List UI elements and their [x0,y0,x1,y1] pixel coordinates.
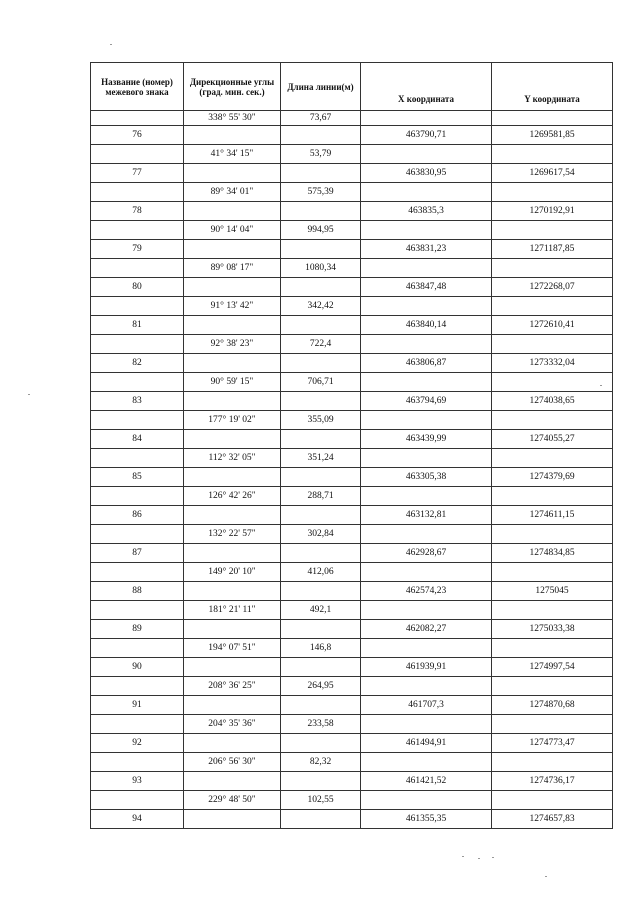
line-length-cell [281,544,361,563]
x-coordinate-cell [361,753,492,772]
marker-name-cell [91,145,184,164]
x-coordinate-cell [361,449,492,468]
x-coordinate-cell: 463831,23 [361,240,492,259]
x-coordinate-cell: 463840,14 [361,316,492,335]
line-length-cell [281,734,361,753]
scan-speck [110,44,112,45]
marker-name-cell [91,373,184,392]
y-coordinate-cell [492,753,613,772]
y-coordinate-cell [492,259,613,278]
table-header-row [91,63,613,111]
line-length-cell: 73,67 [281,111,361,126]
marker-name-cell: 93 [91,772,184,791]
x-coordinate-cell: 463790,71 [361,126,492,145]
y-coordinate-cell: 1269617,54 [492,164,613,183]
direction-angle-cell [184,392,281,411]
y-coordinate-cell [492,525,613,544]
scan-speck [600,385,602,386]
y-coordinate-cell: 1275033,38 [492,620,613,639]
y-coordinate-cell: 1269581,85 [492,126,613,145]
direction-angle-cell [184,164,281,183]
line-length-cell [281,354,361,373]
y-coordinate-cell [492,563,613,582]
marker-name-cell [91,111,184,126]
direction-angle-cell: 177° 19' 02" [184,411,281,430]
table-row [91,297,613,316]
direction-angle-cell [184,202,281,221]
line-length-cell: 53,79 [281,145,361,164]
marker-name-cell: 76 [91,126,184,145]
header-marker-name: Название (номер) межевого знака [91,63,184,111]
table-row [91,430,613,449]
y-coordinate-cell: 1273332,04 [492,354,613,373]
table-row [91,335,613,354]
line-length-cell: 355,09 [281,411,361,430]
table-row [91,183,613,202]
x-coordinate-cell: 461494,91 [361,734,492,753]
direction-angle-cell [184,734,281,753]
line-length-cell: 82,32 [281,753,361,772]
header-line-length: Длина линии(м) [281,63,361,111]
line-length-cell: 146,8 [281,639,361,658]
table-row [91,772,613,791]
marker-name-cell: 87 [91,544,184,563]
line-length-cell [281,316,361,335]
scan-speck [478,858,480,859]
line-length-cell: 1080,34 [281,259,361,278]
y-coordinate-cell [492,639,613,658]
marker-name-cell [91,487,184,506]
y-coordinate-cell [492,411,613,430]
direction-angle-cell [184,316,281,335]
direction-angle-cell [184,430,281,449]
table-row [91,202,613,221]
x-coordinate-cell [361,373,492,392]
line-length-cell [281,430,361,449]
line-length-cell [281,506,361,525]
table-row [91,126,613,145]
line-length-cell: 994,95 [281,221,361,240]
x-coordinate-cell: 461707,3 [361,696,492,715]
x-coordinate-cell: 463847,48 [361,278,492,297]
direction-angle-cell [184,620,281,639]
x-coordinate-cell [361,601,492,620]
boundary-points-table [90,62,613,829]
y-coordinate-cell: 1270192,91 [492,202,613,221]
y-coordinate-cell: 1274657,83 [492,810,613,829]
y-coordinate-cell: 1274736,17 [492,772,613,791]
line-length-cell [281,278,361,297]
y-coordinate-cell [492,335,613,354]
marker-name-cell: 94 [91,810,184,829]
direction-angle-cell: 89° 08' 17" [184,259,281,278]
direction-angle-cell: 206° 56' 30" [184,753,281,772]
direction-angle-cell: 181° 21' 11" [184,601,281,620]
y-coordinate-cell: 1274870,68 [492,696,613,715]
table-row [91,677,613,696]
x-coordinate-cell: 463835,3 [361,202,492,221]
header-x-coordinate: X координата [361,63,492,111]
direction-angle-cell: 112° 32' 05" [184,449,281,468]
table-row [91,240,613,259]
x-coordinate-cell: 463132,81 [361,506,492,525]
header-direction-angles: Дирекционные углы (град. мин. сек.) [184,63,281,111]
x-coordinate-cell [361,487,492,506]
direction-angle-cell: 89° 34' 01" [184,183,281,202]
table-row [91,810,613,829]
line-length-cell: 722,4 [281,335,361,354]
marker-name-cell [91,297,184,316]
direction-angle-cell [184,506,281,525]
table-row [91,164,613,183]
table-row [91,449,613,468]
x-coordinate-cell [361,335,492,354]
x-coordinate-cell [361,715,492,734]
x-coordinate-cell [361,411,492,430]
marker-name-cell [91,639,184,658]
x-coordinate-cell [361,563,492,582]
direction-angle-cell [184,278,281,297]
marker-name-cell [91,677,184,696]
table-row [91,791,613,810]
marker-name-cell: 89 [91,620,184,639]
marker-name-cell [91,715,184,734]
table-row [91,145,613,164]
marker-name-cell: 81 [91,316,184,335]
table-row [91,753,613,772]
x-coordinate-cell [361,791,492,810]
marker-name-cell: 85 [91,468,184,487]
table-body [91,111,613,829]
line-length-cell [281,582,361,601]
y-coordinate-cell: 1271187,85 [492,240,613,259]
direction-angle-cell [184,696,281,715]
marker-name-cell [91,221,184,240]
x-coordinate-cell: 462928,67 [361,544,492,563]
direction-angle-cell: 338° 55' 30" [184,111,281,126]
marker-name-cell: 83 [91,392,184,411]
y-coordinate-cell: 1272610,41 [492,316,613,335]
scan-speck [462,856,464,857]
y-coordinate-cell [492,677,613,696]
direction-angle-cell [184,582,281,601]
direction-angle-cell: 126° 42' 26" [184,487,281,506]
table-row [91,487,613,506]
marker-name-cell: 84 [91,430,184,449]
y-coordinate-cell: 1275045 [492,582,613,601]
marker-name-cell: 82 [91,354,184,373]
direction-angle-cell: 92° 38' 23" [184,335,281,354]
scan-speck [28,394,30,395]
direction-angle-cell [184,772,281,791]
line-length-cell [281,164,361,183]
table-row [91,658,613,677]
table-row [91,620,613,639]
marker-name-cell: 91 [91,696,184,715]
direction-angle-cell: 41° 34' 15" [184,145,281,164]
x-coordinate-cell: 461355,35 [361,810,492,829]
marker-name-cell [91,335,184,354]
y-coordinate-cell: 1274038,65 [492,392,613,411]
marker-name-cell [91,563,184,582]
direction-angle-cell [184,544,281,563]
y-coordinate-cell [492,373,613,392]
line-length-cell: 575,39 [281,183,361,202]
table-row [91,525,613,544]
marker-name-cell [91,525,184,544]
direction-angle-cell: 194° 07' 51" [184,639,281,658]
table-row [91,259,613,278]
x-coordinate-cell: 463439,99 [361,430,492,449]
y-coordinate-cell [492,601,613,620]
x-coordinate-cell [361,525,492,544]
line-length-cell: 302,84 [281,525,361,544]
marker-name-cell [91,753,184,772]
x-coordinate-cell: 462574,23 [361,582,492,601]
marker-name-cell: 78 [91,202,184,221]
y-coordinate-cell [492,487,613,506]
line-length-cell [281,696,361,715]
table-row [91,734,613,753]
y-coordinate-cell [492,145,613,164]
marker-name-cell [91,791,184,810]
line-length-cell [281,126,361,145]
marker-name-cell [91,183,184,202]
table-row [91,563,613,582]
y-coordinate-cell [492,221,613,240]
table-row [91,354,613,373]
y-coordinate-cell [492,715,613,734]
marker-name-cell: 92 [91,734,184,753]
line-length-cell: 412,06 [281,563,361,582]
y-coordinate-cell [492,183,613,202]
marker-name-cell: 88 [91,582,184,601]
x-coordinate-cell [361,145,492,164]
marker-name-cell: 86 [91,506,184,525]
y-coordinate-cell: 1274773,47 [492,734,613,753]
marker-name-cell [91,259,184,278]
direction-angle-cell: 229° 48' 50" [184,791,281,810]
x-coordinate-cell: 462082,27 [361,620,492,639]
direction-angle-cell: 149° 20' 10" [184,563,281,582]
x-coordinate-cell: 463305,38 [361,468,492,487]
y-coordinate-cell [492,111,613,126]
y-coordinate-cell: 1272268,07 [492,278,613,297]
line-length-cell [281,810,361,829]
header-y-coordinate: Y координата [492,63,613,111]
direction-angle-cell: 132° 22' 57" [184,525,281,544]
y-coordinate-cell [492,297,613,316]
marker-name-cell [91,601,184,620]
marker-name-cell: 77 [91,164,184,183]
table-row [91,696,613,715]
marker-name-cell: 90 [91,658,184,677]
direction-angle-cell: 90° 14' 04" [184,221,281,240]
direction-angle-cell: 204° 35' 36" [184,715,281,734]
line-length-cell: 264,95 [281,677,361,696]
marker-name-cell [91,411,184,430]
line-length-cell [281,620,361,639]
line-length-cell: 288,71 [281,487,361,506]
direction-angle-cell [184,240,281,259]
line-length-cell [281,772,361,791]
direction-angle-cell [184,354,281,373]
x-coordinate-cell: 463806,87 [361,354,492,373]
scan-speck [545,876,547,877]
table-row [91,411,613,430]
table-row [91,601,613,620]
table-row [91,544,613,563]
line-length-cell [281,240,361,259]
direction-angle-cell: 208° 36' 25" [184,677,281,696]
direction-angle-cell: 90° 59' 15" [184,373,281,392]
line-length-cell: 351,24 [281,449,361,468]
x-coordinate-cell [361,111,492,126]
table-row [91,715,613,734]
y-coordinate-cell: 1274834,85 [492,544,613,563]
x-coordinate-cell [361,639,492,658]
marker-name-cell: 79 [91,240,184,259]
table-row [91,373,613,392]
line-length-cell: 342,42 [281,297,361,316]
table-row [91,111,613,126]
x-coordinate-cell [361,221,492,240]
x-coordinate-cell: 461421,52 [361,772,492,791]
y-coordinate-cell: 1274379,69 [492,468,613,487]
y-coordinate-cell [492,449,613,468]
x-coordinate-cell: 463830,95 [361,164,492,183]
table-row [91,506,613,525]
x-coordinate-cell: 463794,69 [361,392,492,411]
y-coordinate-cell: 1274055,27 [492,430,613,449]
y-coordinate-cell [492,791,613,810]
table-row [91,639,613,658]
y-coordinate-cell: 1274611,15 [492,506,613,525]
line-length-cell: 102,55 [281,791,361,810]
table-row [91,221,613,240]
direction-angle-cell [184,126,281,145]
x-coordinate-cell [361,259,492,278]
line-length-cell [281,202,361,221]
direction-angle-cell [184,468,281,487]
table-row [91,392,613,411]
line-length-cell [281,392,361,411]
x-coordinate-cell: 461939,91 [361,658,492,677]
x-coordinate-cell [361,183,492,202]
table-row [91,278,613,297]
x-coordinate-cell [361,677,492,696]
table-row [91,582,613,601]
marker-name-cell [91,449,184,468]
table-row [91,468,613,487]
line-length-cell: 706,71 [281,373,361,392]
line-length-cell [281,658,361,677]
line-length-cell: 233,58 [281,715,361,734]
marker-name-cell: 80 [91,278,184,297]
direction-angle-cell [184,658,281,677]
direction-angle-cell: 91° 13' 42" [184,297,281,316]
scan-speck [492,857,494,858]
table-row [91,316,613,335]
x-coordinate-cell [361,297,492,316]
line-length-cell: 492,1 [281,601,361,620]
y-coordinate-cell: 1274997,54 [492,658,613,677]
direction-angle-cell [184,810,281,829]
line-length-cell [281,468,361,487]
